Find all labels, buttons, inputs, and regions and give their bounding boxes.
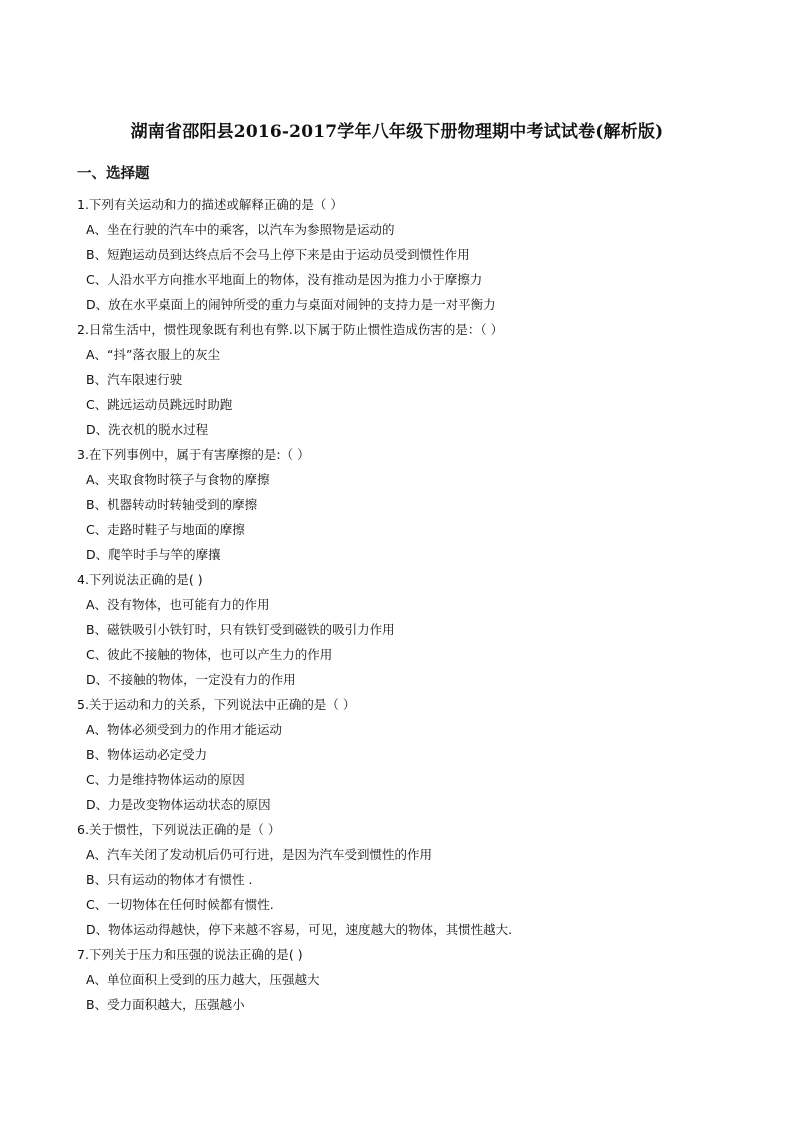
answer-option: C、走路时鞋子与地面的摩擦 bbox=[86, 522, 245, 537]
answer-option: B、只有运动的物体才有惯性 . bbox=[86, 872, 253, 887]
answer-option: B、受力面积越大，压强越小 bbox=[86, 997, 245, 1012]
question-stem: 6.关于惯性，下列说法正确的是（ ） bbox=[77, 822, 281, 837]
answer-option: C、跳远运动员跳远时助跑 bbox=[86, 397, 233, 412]
answer-option: A、没有物体，也可能有力的作用 bbox=[86, 597, 270, 612]
answer-option: D、爬竿时手与竿的摩攘 bbox=[86, 547, 221, 562]
answer-option: B、短跑运动员到达终点后不会马上停下来是由于运动员受到惯性作用 bbox=[86, 247, 470, 262]
answer-option: C、力是维持物体运动的原因 bbox=[86, 772, 245, 787]
page-title: 湖南省邵阳县2016-2017学年八年级下册物理期中考试试卷(解析版) bbox=[130, 122, 664, 142]
answer-option: D、物体运动得越快，停下来越不容易，可见，速度越大的物体，其惯性越大. bbox=[86, 922, 513, 937]
answer-option: B、机器转动时转轴受到的摩擦 bbox=[86, 497, 258, 512]
answer-option: A、物体必须受到力的作用才能运动 bbox=[86, 722, 283, 737]
answer-option: B、磁铁吸引小铁钉时，只有铁钉受到磁铁的吸引力作用 bbox=[86, 622, 395, 637]
answer-option: D、放在水平桌面上的闹钟所受的重力与桌面对闹钟的支持力是一对平衡力 bbox=[86, 297, 496, 312]
answer-option: A、坐在行驶的汽车中的乘客，以汽车为参照物是运动的 bbox=[86, 222, 395, 237]
question-stem: 3.在下列事例中，属于有害摩擦的是:（ ） bbox=[77, 447, 310, 462]
answer-option: D、不接触的物体，一定没有力的作用 bbox=[86, 672, 296, 687]
answer-option: A、“抖”落衣服上的灰尘 bbox=[86, 347, 221, 362]
question-stem: 2.日常生活中，惯性现象既有利也有弊.以下属于防止惯性造成伤害的是：（ ） bbox=[77, 322, 504, 337]
question-stem: 7.下列关于压力和压强的说法正确的是( ) bbox=[77, 947, 303, 962]
question-stem: 1.下列有关运动和力的描述或解释正确的是（ ） bbox=[77, 197, 343, 212]
answer-option: B、物体运动必定受力 bbox=[86, 747, 208, 762]
question-stem: 5.关于运动和力的关系，下列说法中正确的是（ ） bbox=[77, 697, 356, 712]
answer-option: C、一切物体在任何时候都有惯性. bbox=[86, 897, 274, 912]
question-list bbox=[77, 195, 727, 1020]
answer-option: C、人沿水平方向推水平地面上的物体，没有推动是因为推力小于摩擦力 bbox=[86, 272, 483, 287]
answer-option: B、汽车限速行驶 bbox=[86, 372, 183, 387]
answer-option: A、汽车关闭了发动机后仍可行进，是因为汽车受到惯性的作用 bbox=[86, 847, 433, 862]
answer-option: A、单位面积上受到的压力越大，压强越大 bbox=[86, 972, 320, 987]
answer-option: A、夹取食物时筷子与食物的摩擦 bbox=[86, 472, 270, 487]
answer-option: D、洗衣机的脱水过程 bbox=[86, 422, 209, 437]
question-stem: 4.下列说法正确的是( ) bbox=[77, 572, 203, 587]
section-heading: 一、选择题 bbox=[77, 165, 150, 182]
answer-option: C、彼此不接触的物体，也可以产生力的作用 bbox=[86, 647, 333, 662]
answer-option: D、力是改变物体运动状态的原因 bbox=[86, 797, 271, 812]
